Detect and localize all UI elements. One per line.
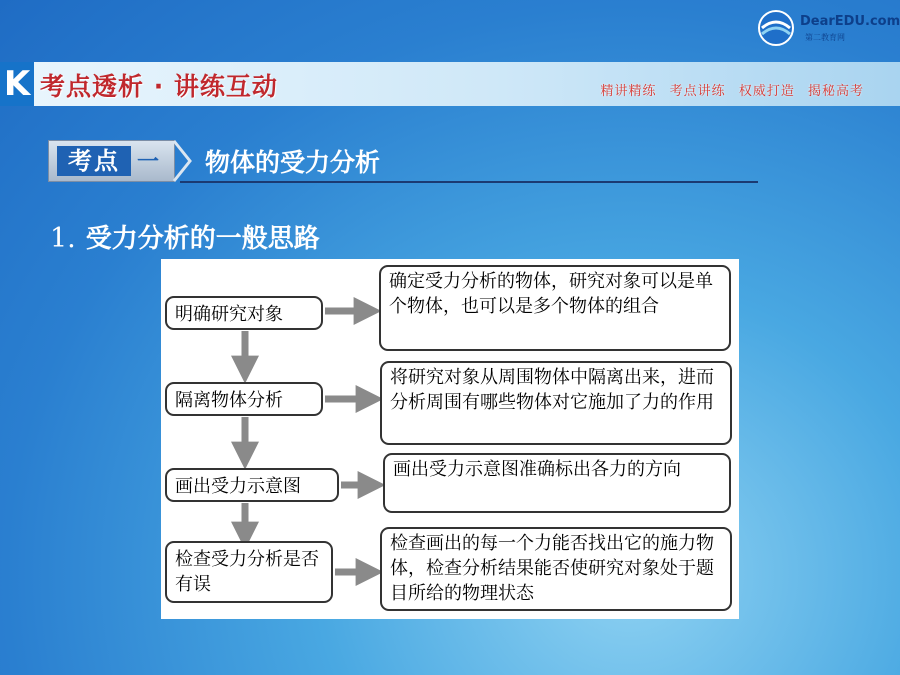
section-divider: [180, 181, 758, 183]
logo-subtitle: 第二教育网: [805, 33, 845, 42]
header-tag: 精讲精练: [600, 84, 657, 99]
header-title: 考点透析 · 讲练互动: [40, 72, 278, 101]
section-tag: [48, 140, 175, 182]
chevron-right-icon: [172, 140, 192, 182]
logo-brand: DearEDU.com: [800, 14, 900, 29]
subheading-number: 1.: [50, 223, 76, 254]
section-tag-label: 考点: [57, 146, 131, 176]
step-label: 画出受力示意图: [165, 468, 339, 502]
header-tags: [593, 80, 864, 99]
step-detail: 确定受力分析的物体，研究对象可以是单个物体，也可以是多个物体的组合: [379, 265, 731, 351]
header-tag: 权威打造: [738, 84, 795, 99]
step-label: 隔离物体分析: [165, 382, 323, 416]
header-tag: 考点讲练: [669, 84, 726, 99]
step-detail: 检查画出的每一个力能否找出它的施力物体，检查分析结果能否使研究对象处于题目所给的物理状态: [380, 527, 732, 611]
subheading: [50, 218, 320, 255]
step-detail: 将研究对象从周围物体中隔离出来，进而分析周围有哪些物体对它施加了力的作用: [380, 361, 732, 445]
step-label: 明确研究对象: [165, 296, 323, 330]
section-tag-number: 一: [137, 150, 160, 175]
header-tag: 揭秘高考: [807, 84, 864, 99]
header-badge: K: [0, 62, 34, 106]
section-title: 物体的受力分析: [205, 148, 381, 177]
step-label: 检查受力分析是否有误: [165, 541, 333, 603]
subheading-text: 受力分析的一般思路: [85, 224, 320, 254]
flowchart-panel: [161, 259, 739, 619]
step-detail: 画出受力示意图准确标出各力的方向: [383, 453, 731, 513]
